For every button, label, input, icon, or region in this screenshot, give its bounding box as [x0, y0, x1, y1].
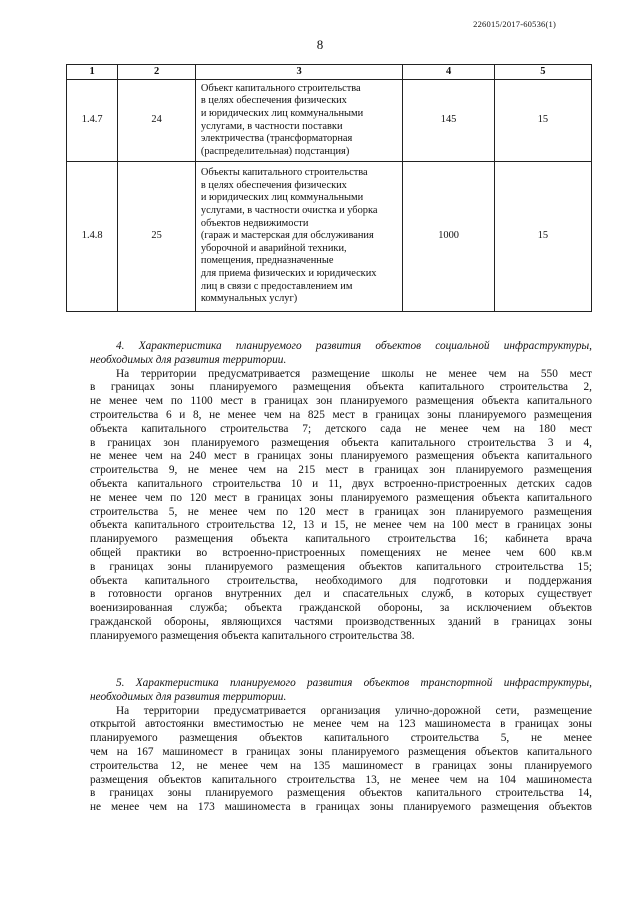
- objects-table: [66, 64, 592, 312]
- row-value-5: 15: [494, 162, 591, 312]
- section-4-heading: [90, 340, 592, 368]
- description-line: коммунальных услуг): [200, 293, 298, 305]
- description-line: (гараж и мастерская для обслуживания: [200, 230, 374, 242]
- section-4: [90, 340, 592, 644]
- row-code: 24: [118, 80, 196, 162]
- description-line: Объекты капитального строительства: [200, 167, 368, 179]
- row-code: 25: [118, 162, 196, 312]
- description-line: в целях обеспечения физических: [200, 179, 347, 191]
- text-line: строительства 12, не менее чем на 135 машиномест в границах зоны планируемого: [90, 759, 592, 772]
- text-line: в готовности органов внутренних дел и спасательных служб, в которых существует: [90, 588, 592, 601]
- description-line: (распределительная) подстанция): [200, 145, 350, 157]
- header-cell: 1: [67, 65, 118, 80]
- description-line: уборочной и аварийной техники,: [200, 242, 347, 254]
- text-line: размещения объектов капитального строительства 13, не менее чем на 104 машиноместа: [90, 773, 592, 786]
- text-line: военизированная служба; объекта гражданской обороны, за исключением объектов: [90, 602, 592, 615]
- text-line: не менее чем на 240 мест в границах зоны планируемого размещения объекта капитального: [90, 450, 592, 463]
- text-line: На территории предусматривается размещение школы не менее чем на 550 мест: [116, 367, 592, 380]
- section-4-body: [90, 368, 592, 644]
- row-value-5: 15: [494, 80, 591, 162]
- description-line: электричества (трансформаторная: [200, 133, 353, 145]
- text-line: в границах зоны планируемого размещения объекта капитального строительства 2,: [90, 381, 592, 394]
- description-line: Объект капитального строительства: [200, 82, 361, 94]
- text-line: планируемого размещения объектов капитального строительства 5, не менее: [90, 732, 592, 745]
- row-value-4: 1000: [403, 162, 494, 312]
- description-line: помещения, предназначенные: [200, 255, 334, 267]
- text-line: открытой автостоянки вместимостью не менее чем на 123 машиноместа в границах зоны: [90, 718, 592, 731]
- row-number: 1.4.8: [67, 162, 118, 312]
- row-number: 1.4.7: [67, 80, 118, 162]
- description-line: объектов недвижимости: [200, 217, 309, 229]
- text-line: чем на 167 машиномест в границах зоны планируемого размещения объектов капитального: [90, 745, 592, 758]
- heading-line: 5. Характеристика планируемого развития объектов транспортной инфраструктуры,: [116, 677, 592, 689]
- section-5-heading: [90, 677, 592, 705]
- heading-line: необходимых для развития территории.: [90, 690, 287, 703]
- text-line: объекта капитального строительства, необходимого для подготовки и поддержания: [90, 574, 592, 587]
- text-line: объекта капитального строительства 12, 13 и 15, не менее чем на 100 мест в границах зоны: [90, 519, 592, 532]
- section-5-body: [90, 705, 592, 815]
- document-id: 226015/2017-60536(1): [473, 19, 556, 29]
- description-line: лиц в связи с предоставлением им: [200, 280, 353, 292]
- page-number: 8: [316, 37, 324, 52]
- header-cell: 2: [118, 65, 196, 80]
- text-line: объекта капитального строительства 10 и 11, двух встроенно-пристроенных детских садов: [90, 477, 592, 490]
- text-line: объекта капитального строительства 7; детского сада не менее чем на 180 мест: [90, 422, 592, 435]
- text-line: общей практики во встроенно-пристроенных помещениях не менее чем 600 кв.м: [90, 546, 592, 559]
- heading-line: 4. Характеристика планируемого развития объектов социальной инфраструктуры,: [116, 340, 592, 352]
- text-line: На территории предусматривается организация улично-дорожной сети, размещение: [116, 704, 592, 717]
- description-line: услугами, в частности поставки: [200, 120, 343, 132]
- row-description: [195, 162, 402, 312]
- description-line: и юридических лиц коммунальными: [200, 192, 364, 204]
- text-line: не менее чем по 1100 мест в границах зон планируемого размещения объекта капитального: [90, 395, 592, 408]
- heading-line: необходимых для развития территории.: [90, 353, 287, 366]
- row-value-4: 145: [403, 80, 494, 162]
- row-description: [195, 80, 402, 162]
- description-line: услугами, в частности очистка и уборка: [200, 205, 378, 217]
- section-5: [90, 677, 592, 815]
- table-header-row: [67, 65, 592, 80]
- text-line: в границах зон планируемого размещения объекта капитального строительства 3 и 4,: [90, 436, 592, 449]
- header-cell: 5: [494, 65, 591, 80]
- header-cell: 4: [403, 65, 494, 80]
- text-line: планируемого размещения объекта капитального строительства 38.: [90, 629, 415, 642]
- table-row: [67, 162, 592, 312]
- text-line: в границах зоны планируемого размещения объектов капитального строительства 14,: [90, 787, 592, 800]
- text-line: планируемого размещения объекта капитального строительства 16; кабинета врача: [90, 533, 592, 546]
- description-line: в целях обеспечения физических: [200, 95, 347, 107]
- text-line: не менее чем по 120 мест в границах зоны планируемого размещения объекта капитального: [90, 491, 592, 504]
- description-line: для приема физических и юридических: [200, 267, 377, 279]
- text-line: в границах зоны планируемого размещения объектов капитального строительства 15;: [90, 560, 592, 573]
- text-line: не менее чем на 173 машиноместа в границах зоны планируемого размещения объектов: [90, 801, 592, 814]
- text-line: строительства 5, не менее чем по 120 мест в границах зон планируемого размещения: [90, 505, 592, 518]
- table-row: [67, 80, 592, 162]
- text-line: строительства 6 и 8, не менее чем на 825 мест в границах зоны планируемого размещения: [90, 408, 592, 421]
- header-cell: 3: [195, 65, 402, 80]
- text-line: строительства 9, не менее чем на 215 мест в границах зон планируемого размещения: [90, 464, 592, 477]
- description-line: и юридических лиц коммунальными: [200, 107, 364, 119]
- text-line: гражданской обороны, являющихся частями производственных зданий в границах зоны: [90, 615, 592, 628]
